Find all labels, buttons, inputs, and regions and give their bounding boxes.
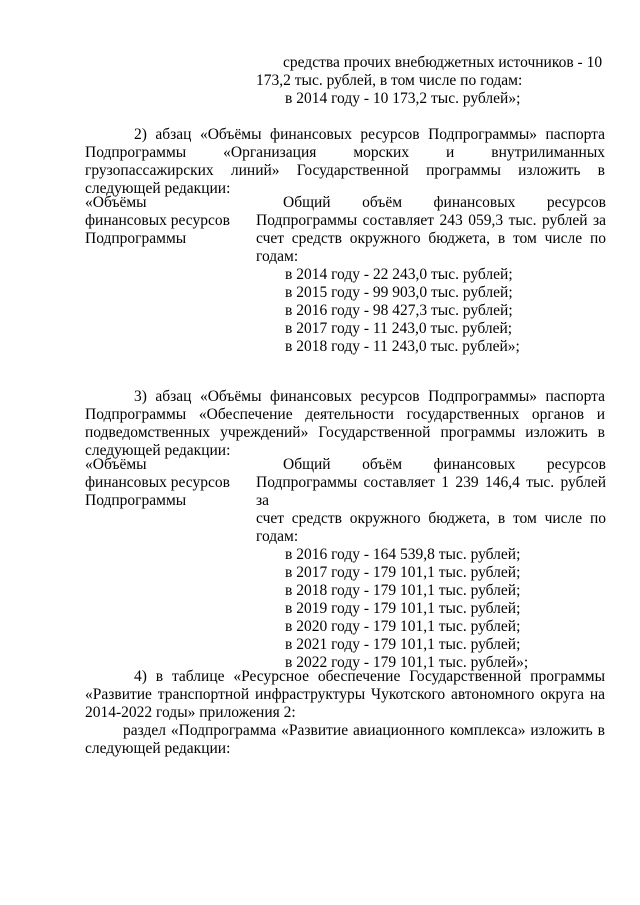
table-2-year-2015: в 2015 году - 99 903,0 тыс. рублей; (285, 284, 513, 301)
table-3-year-2020: в 2020 году - 179 101,1 тыс. рублей; (285, 618, 521, 635)
table-3-right-line-3: счет средств окружного бюджета, в том числе по (256, 510, 606, 527)
table-3-year-2018: в 2018 году - 179 101,1 тыс. рублей; (285, 582, 521, 599)
table-2-right-line-4: годам: (256, 248, 299, 265)
table-2-right-line-1: Общий объём финансовых ресурсов (283, 194, 606, 211)
table-2-year-2016: в 2016 году - 98 427,3 тыс. рублей; (285, 302, 513, 319)
table-3-year-2019: в 2019 году - 179 101,1 тыс. рублей; (285, 600, 521, 617)
table-3-right-line-2: Подпрограммы составляет 1 239 146,4 тыс. рублей за (256, 474, 606, 509)
top-line-3: в 2014 году - 10 173,2 тыс. рублей»; (285, 90, 521, 107)
table-3-year-2021: в 2021 году - 179 101,1 тыс. рублей; (285, 636, 521, 653)
paragraph-4 (85, 668, 605, 758)
table-2-left-cell (85, 194, 245, 248)
top-line-2: 173,2 тыс. рублей, в том числе по годам: (256, 72, 523, 89)
table-3-left-cell (85, 456, 245, 510)
table-2-left-line-2: финансовых ресурсов (85, 212, 230, 229)
paragraph-2: 2) абзац «Объёмы финансовых ресурсов Подпрограммы» паспорта Подпрограммы «Организация морских и внутрилиманных грузопассажирских линий» Государственной программы изложить в следующей редакции: (85, 126, 605, 197)
table-2-right-line-2: Подпрограммы составляет 243 059,3 тыс. рублей за (256, 212, 606, 229)
table-2-year-2017: в 2017 году - 11 243,0 тыс. рублей; (285, 320, 513, 337)
table-3-year-2022: в 2022 году - 179 101,1 тыс. рублей»; (285, 654, 529, 671)
table-2-year-2018: в 2018 году - 11 243,0 тыс. рублей»; (285, 338, 520, 355)
paragraph-4-sub: раздел «Подпрограмма «Развитие авиационного комплекса» изложить в следующей редакции: (85, 722, 605, 757)
table-3-right-line-1: Общий объём финансовых ресурсов (283, 456, 606, 473)
top-block (256, 54, 606, 108)
table-3-right-line-4: годам: (256, 528, 299, 545)
table-2-year-2014: в 2014 году - 22 243,0 тыс. рублей; (285, 266, 513, 283)
table-3-right-cell (256, 456, 606, 672)
table-3-year-2017: в 2017 году - 179 101,1 тыс. рублей; (285, 564, 521, 581)
table-2-right-line-3: счет средств окружного бюджета, в том числе по (256, 230, 606, 247)
paragraph-4-text: 4) в таблице «Ресурсное обеспечение Государственной программы «Развитие транспортной инфраструктуры Чукотского автономного округа на 2014-2022 годы» приложения 2: (85, 668, 605, 721)
table-2-left-line-1: «Объёмы (85, 194, 147, 211)
table-3-left-line-3: Подпрограммы (85, 492, 187, 509)
paragraph-3: 3) абзац «Объёмы финансовых ресурсов Подпрограммы» паспорта Подпрограммы «Обеспечение деятельности государственных органов и подведомственных учреждений» Государственной программы изложить в следующей редакции: (85, 388, 605, 459)
top-line-1: средства прочих внебюджетных источников - 10 (283, 54, 603, 71)
table-3-year-2016: в 2016 году - 164 539,8 тыс. рублей; (285, 546, 521, 563)
table-2-right-cell (256, 194, 606, 356)
table-3-left-line-2: финансовых ресурсов (85, 474, 230, 491)
table-3-left-line-1: «Объёмы (85, 456, 147, 473)
table-2-left-line-3: Подпрограммы (85, 230, 187, 247)
